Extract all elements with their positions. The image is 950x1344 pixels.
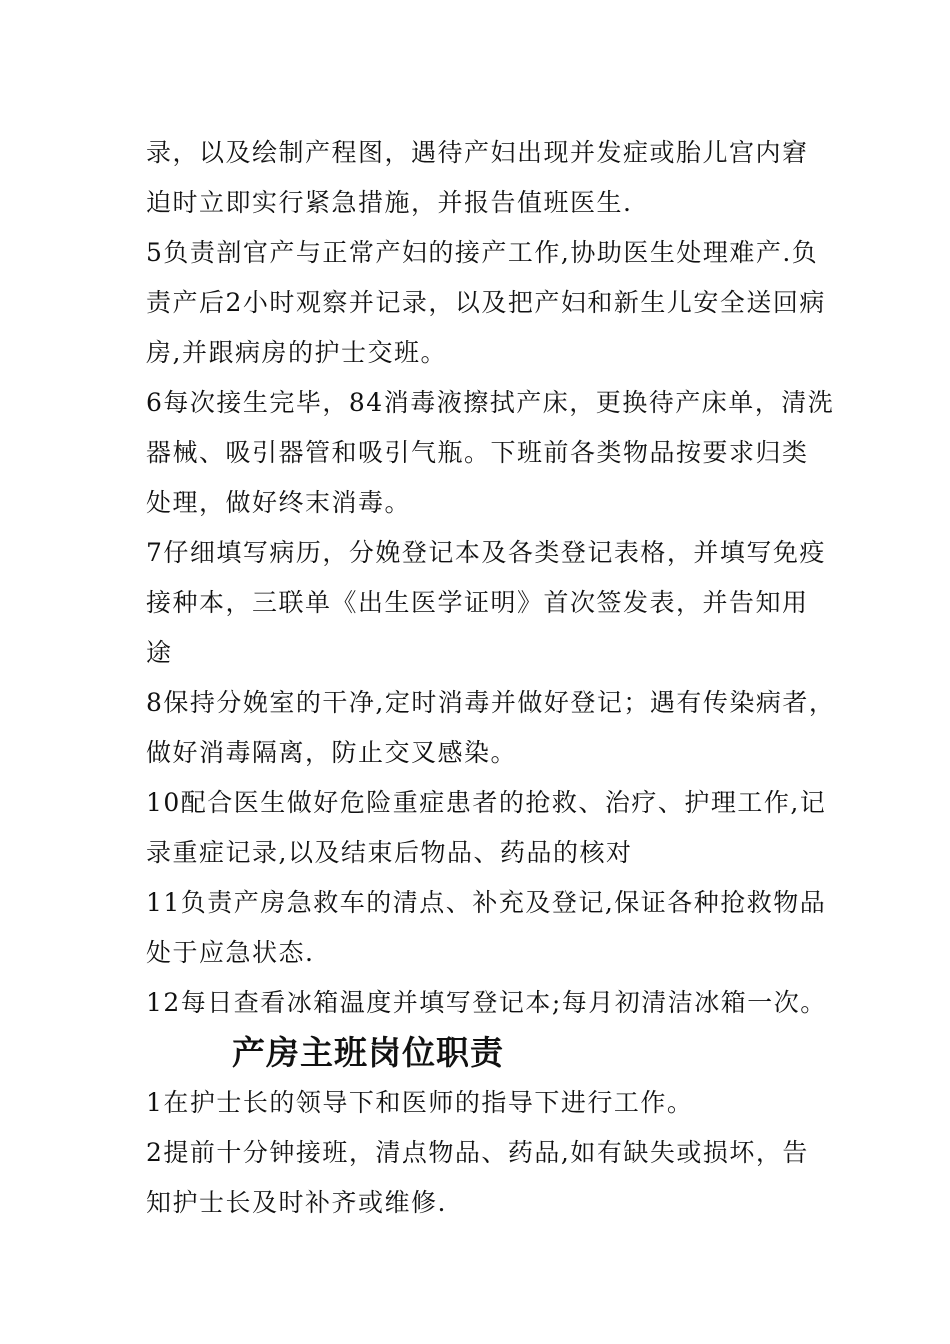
text-line: 途 <box>146 638 173 667</box>
text-line: 知护士长及时补齐或维修. <box>146 1188 447 1217</box>
document-body <box>146 128 836 1228</box>
text-line: 11负责产房急救车的清点、补充及登记,保证各种抢救物品 <box>146 888 827 917</box>
text-line: 录重症记录,以及结束后物品、药品的核对 <box>146 838 633 867</box>
text-line: 1在护士长的领导下和医师的指导下进行工作。 <box>146 1088 694 1117</box>
text-line: 迫时立即实行紧急措施，并报告值班医生. <box>146 188 633 217</box>
text-line: 责产后2小时观察并记录，以及把产妇和新生儿安全送回病 <box>146 288 826 317</box>
text-line: 7仔细填写病历，分娩登记本及各类登记表格，并填写免疫 <box>146 538 826 567</box>
section-heading: 产房主班岗位职责 <box>232 1033 504 1072</box>
text-line: 10配合医生做好危险重症患者的抢救、治疗、护理工作,记 <box>146 788 827 817</box>
text-line: 录，以及绘制产程图，遇待产妇出现并发症或胎儿宫内窘 <box>146 138 809 167</box>
text-line: 器械、吸引器管和吸引气瓶。下班前各类物品按要求归类 <box>146 438 809 467</box>
text-line: 12每日查看冰箱温度并填写登记本;每月初清洁冰箱一次。 <box>146 988 827 1017</box>
text-line: 接种本，三联单《出生医学证明》首次签发表，并告知用 <box>146 588 809 617</box>
text-line: 处理，做好终末消毒。 <box>146 488 412 517</box>
text-line: 8保持分娩室的干净,定时消毒并做好登记；遇有传染病者， <box>146 688 836 717</box>
text-line: 做好消毒隔离，防止交叉感染。 <box>146 738 518 767</box>
text-line: 5负责剖官产与正常产妇的接产工作,协助医生处理难产.负 <box>146 238 819 267</box>
text-line: 2提前十分钟接班，清点物品、药品,如有缺失或损坏，告 <box>146 1138 809 1167</box>
text-line: 处于应急状态. <box>146 938 315 967</box>
text-line: 房,并跟病房的护士交班。 <box>146 338 447 367</box>
text-line: 6每次接生完毕，84消毒液擦拭产床，更换待产床单，清洗 <box>146 388 835 417</box>
